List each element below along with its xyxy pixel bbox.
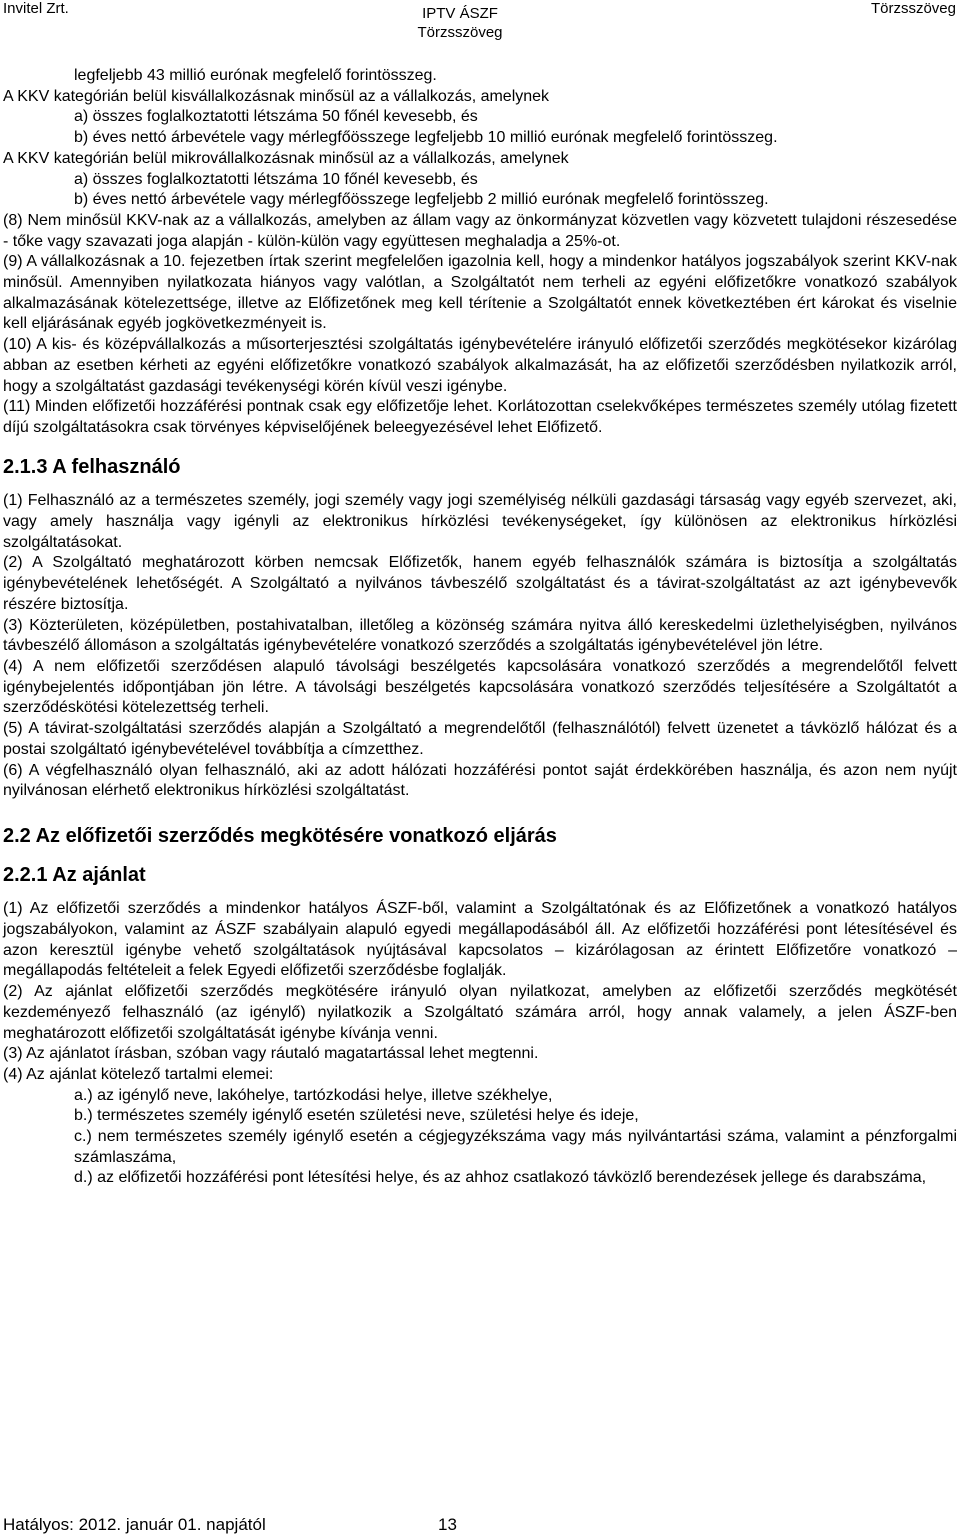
list-item: a) összes foglalkoztatotti létszáma 10 főnél kevesebb, és <box>74 170 478 188</box>
header-company: Invitel Zrt. <box>3 0 69 17</box>
paragraph: (3) Közterületen, középületben, postahivatalban, illetőleg a közönség számára nyitva álló kereskedelmi üzlethelyiségben, nyilvános távbeszélő állomáson a szolgáltatás igénybevételére vonatkozó szerződés a szolgáltatás igénybevételével jön létre. <box>3 616 957 655</box>
page-number: 13 <box>438 1515 457 1534</box>
section-heading-2-2: 2.2 Az előfizetői szerződés megkötésére vonatkozó eljárás <box>3 824 557 847</box>
paragraph: (5) A távirat-szolgáltatási szerződés alapján a Szolgáltató a megrendelőtől (felhasználótól) felvett üzenetet a távközlő hálózat és a postai szolgáltató igénybevételével továbbítja a címzetthez. <box>3 720 957 758</box>
paragraph: (1) Felhasználó az a természetes személy, jogi személy vagy jogi személyiség nélküli gazdasági társaság vagy egyéb szervezet, aki, vagy amely használja vagy igényli az elektronikus hírközlési tevékenységeket, így különösen az elektronikus hírközlési szolgáltatásokat. <box>3 492 957 551</box>
list-item: c.) nem természetes személy igénylő esetén a cégjegyzékszáma vagy más nyilvántartási száma, valamint a pénzforgalmi számlaszáma, <box>74 1128 957 1166</box>
header-title <box>0 4 920 42</box>
document-body <box>3 66 957 1189</box>
paragraph: (2) A Szolgáltató meghatározott körben nemcsak Előfizetők, hanem egyéb felhasználók számára is biztosítja a szolgáltatás igénybevételének lehetőségét. A Szolgáltató a nyilvános távbeszélő szolgáltatást és a távirat-szolgáltatást az azt igénybevevők részére biztosítja. <box>3 554 957 613</box>
paragraph: (4) Az ajánlat kötelező tartalmi elemei: <box>3 1065 274 1083</box>
header-right: Törzsszöveg <box>870 0 956 17</box>
paragraph: (11) Minden előfizetői hozzáférési pontnak csak egy előfizetője lehet. Korlátozottan cselekvőképes természetes személy utólag fizetett díjú szolgáltatásokra csak törvényes képviselőjének beleegyezésével lehet Előfizető. <box>3 398 957 436</box>
list-item: b) éves nettó árbevétele vagy mérlegfőösszege legfeljebb 10 millió eurónak megfelelő forintösszeg. <box>74 129 778 147</box>
footer-effective-date: Hatályos: 2012. január 01. napjától <box>3 1515 266 1534</box>
list-item: a) összes foglalkoztatotti létszáma 50 főnél kevesebb, és <box>74 108 478 126</box>
paragraph: (8) Nem minősül KKV-nak az a vállalkozás, amelyben az állam vagy az önkormányzat közvetlen vagy közvetett tulajdoni részesedése - tőke vagy szavazati joga alapján - külön-külön vagy együttesen meghaladja a 25%-ot. <box>3 211 957 250</box>
section-heading-2-2-1: 2.2.1 Az ajánlat <box>3 863 146 886</box>
header-title-line1: IPTV ÁSZF <box>422 5 498 22</box>
header-title-line2: Törzsszöveg <box>417 24 503 41</box>
paragraph: (3) Az ajánlatot írásban, szóban vagy ráutaló magatartással lehet megtenni. <box>3 1045 539 1063</box>
paragraph: (4) A nem előfizetői szerződésen alapuló távolsági beszélgetés kapcsolására vonatkozó szerződés a megrendelőtől felvett igénybejelentés időpontjában jön létre. A távolsági beszélgetés kapcsolására vonatkozó szerződés teljesítésére a Szolgáltatót a szerződéskötési kötelezettség terheli. <box>3 657 957 717</box>
paragraph: A KKV kategórián belül kisvállalkozásnak minősül az a vállalkozás, amelynek <box>3 87 550 105</box>
page-header <box>0 0 960 44</box>
list-item: d.) az előfizetői hozzáférési pont létesítési helye, és az ahhoz csatlakozó távközlő berendezések jellege és darabszáma, <box>74 1169 927 1187</box>
list-item: b.) természetes személy igénylő esetén születési neve, születési helye és ideje, <box>74 1107 639 1125</box>
list-item: b) éves nettó árbevétele vagy mérlegfőösszege legfeljebb 2 millió eurónak megfelelő forintösszeg. <box>74 191 769 209</box>
paragraph: (1) Az előfizetői szerződés a mindenkor hatályos ÁSZF-ből, valamint a Szolgáltatónak és az Előfizetőnek a vonatkozó hatályos jogszabályokon, valamint az ÁSZF szabályain alapuló egyedi megállapodásából áll. Az előfizetői hozzáférési pont létesítésével és azon keresztül igénybe vehető szolgáltatások nyújtásával kapcsolatos – kizárólagosan az érintett Előfizetőre vonatkozó – megállapodás feltételeit a felek Egyedi előfizetői szerződésbe foglalják. <box>3 900 957 980</box>
paragraph: (2) Az ajánlat előfizetői szerződés megkötésére irányuló olyan nyilatkozat, amelyben az előfizetői szerződés megkötését kezdeményező felhasználó (az igénylő) nyilatkozik a Szolgáltató számára arról, hogy annak valamely, a jelen ÁSZF-ben meghatározott előfizetői szolgáltatását igénybe kívánja venni. <box>3 983 957 1042</box>
list-item: a.) az igénylő neve, lakóhelye, tartózkodási helye, illetve székhelye, <box>74 1086 553 1104</box>
paragraph: (10) A kis- és középvállalkozás a műsorterjesztési szolgáltatás igénybevételére irányuló előfizetői szerződés megkötésekor kizárólag abban az esetben kérheti az egyéni előfizetőkre vonatkozó szabályok alkalmazását, ha az előfizetői szerződésben nyilatkozik arról, hogy a szolgáltatást gazdasági tevékenységi körén kívül veszi igénybe. <box>3 336 957 395</box>
paragraph: legfeljebb 43 millió eurónak megfelelő forintösszeg. <box>74 67 437 84</box>
page-footer <box>3 1515 457 1535</box>
section-heading-2-1-3: 2.1.3 A felhasználó <box>3 455 181 478</box>
paragraph: (9) A vállalkozásnak a 10. fejezetben írtak szerint megfelelően igazolnia kell, hogy a mindenkor hatályos jogszabályok szerint KKV-nak minősül. Amennyiben nyilatkozata hiányos vagy valótlan, a Szolgáltatót nem terheli az egyéni előfizetőkre vonatkozó szabályok alkalmazásának kötelezettsége, illetve az Előfizetőnek meg kell térítenie a Szolgáltatót ennek következtében ért károkat és viselnie kell eljárásának egyéb jogkövetkezményeit is. <box>3 253 957 333</box>
paragraph: A KKV kategórián belül mikrovállalkozásnak minősül az a vállalkozás, amelynek <box>3 149 569 167</box>
paragraph: (6) A végfelhasználó olyan felhasználó, aki az adott hálózati hozzáférési pontot saját érdekkörében használja, és azon nem nyújt nyilvánosan elérhető elektronikus hírközlési szolgáltatást. <box>3 761 957 800</box>
